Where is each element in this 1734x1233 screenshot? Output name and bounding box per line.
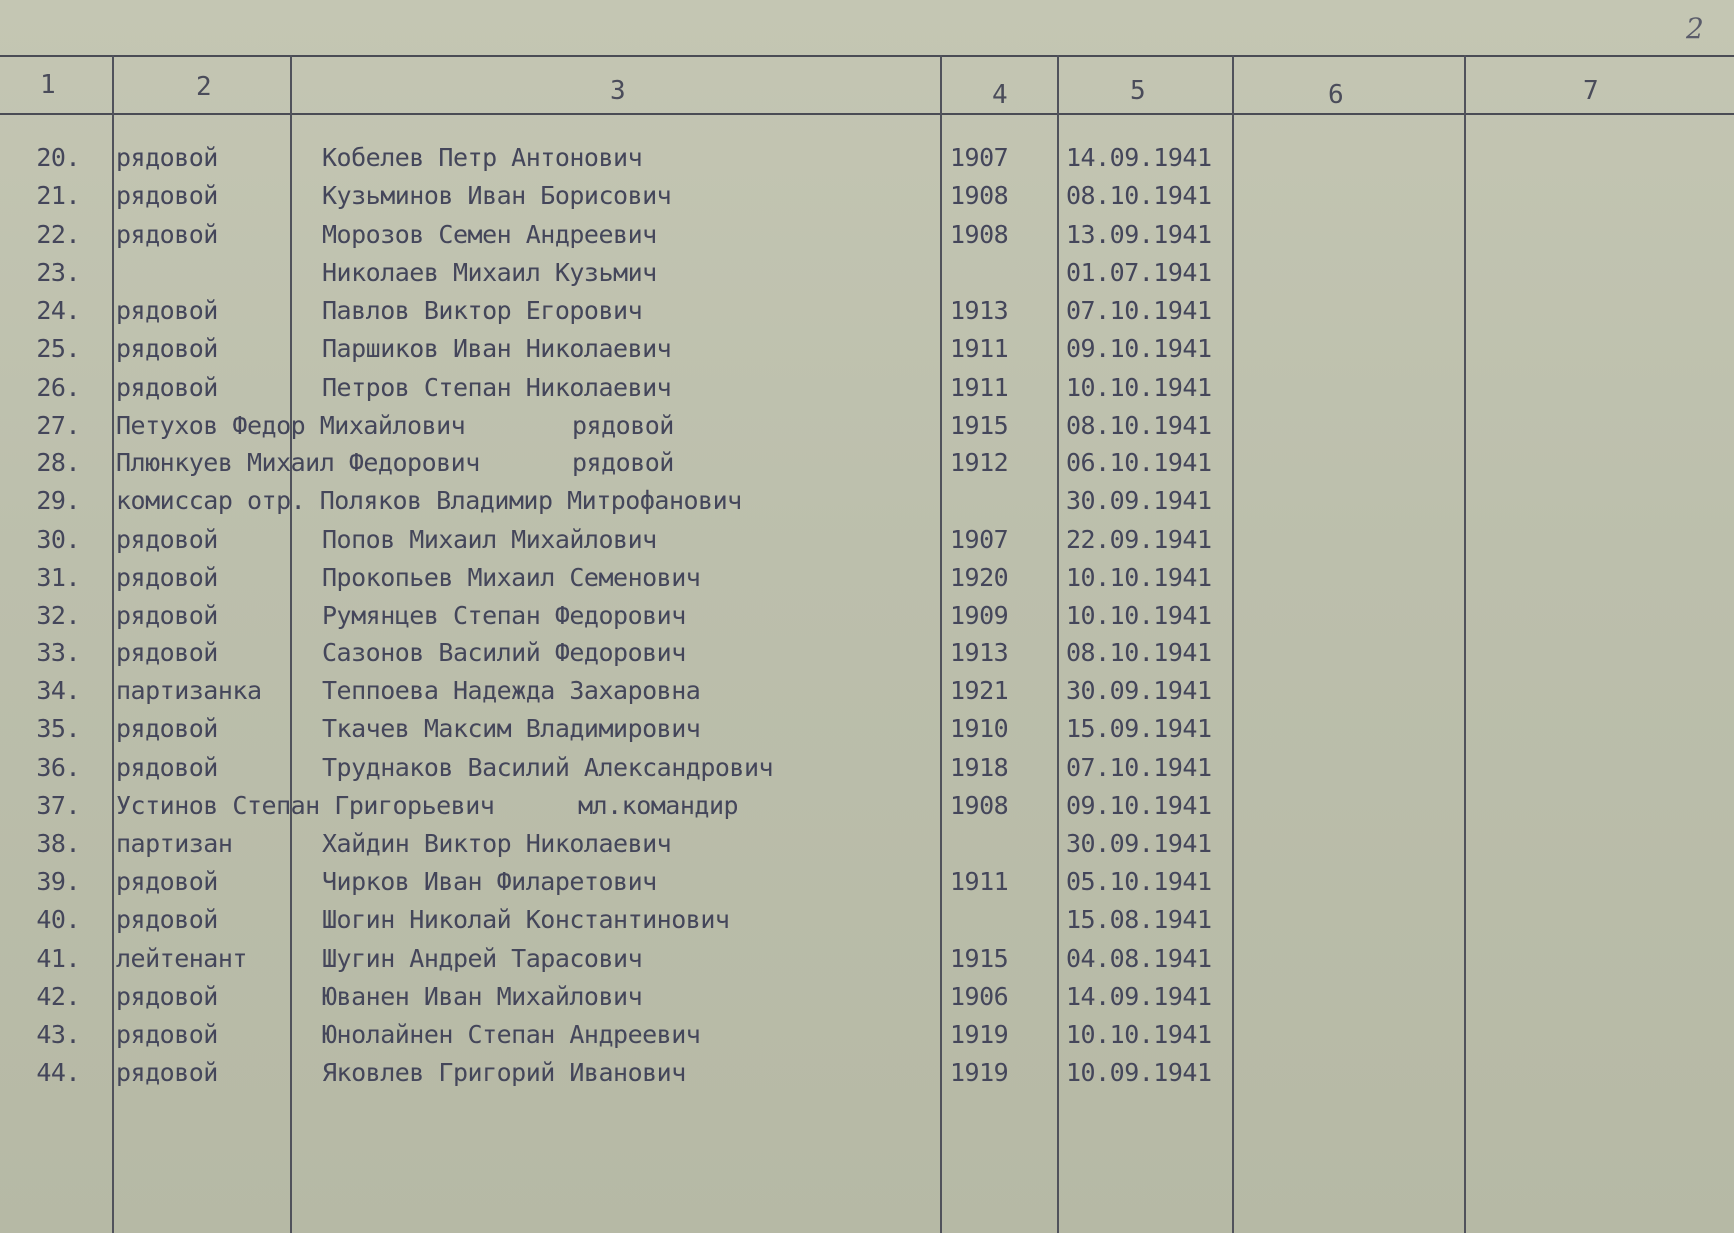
date-cell: 10.10.1941 xyxy=(1066,1020,1212,1049)
name-cell: Павлов Виктор Егорович xyxy=(322,296,643,325)
row-number: 33. xyxy=(36,638,80,667)
year-cell: 1919 xyxy=(950,1058,1009,1087)
date-cell: 14.09.1941 xyxy=(1066,143,1212,172)
rank-cell: рядовой xyxy=(116,638,218,667)
year-cell: 1907 xyxy=(950,143,1009,172)
name-cell: Паршиков Иван Николаевич xyxy=(322,334,672,363)
rank-cell: рядовой xyxy=(116,601,218,630)
date-cell: 30.09.1941 xyxy=(1066,676,1212,705)
row-number: 31. xyxy=(36,563,80,592)
year-cell: 1918 xyxy=(950,753,1009,782)
date-cell: 07.10.1941 xyxy=(1066,296,1212,325)
row-number: 29. xyxy=(36,486,80,515)
row-number: 36. xyxy=(36,753,80,782)
name-cell: Хайдин Виктор Николаевич xyxy=(322,829,672,858)
year-cell: 1907 xyxy=(950,525,1009,554)
rank-cell: рядовой xyxy=(116,143,218,172)
name-cell: Ткачев Максим Владимирович xyxy=(322,714,701,743)
date-cell: 14.09.1941 xyxy=(1066,982,1212,1011)
year-cell: 1908 xyxy=(950,791,1009,820)
year-cell: 1919 xyxy=(950,1020,1009,1049)
column-header-3: 3 xyxy=(610,76,626,106)
row-number: 22. xyxy=(36,220,80,249)
rank-cell: Петухов Федор Михайлович xyxy=(116,411,466,440)
date-cell: 06.10.1941 xyxy=(1066,448,1212,477)
year-cell: 1910 xyxy=(950,714,1009,743)
row-number: 44. xyxy=(36,1058,80,1087)
row-number: 23. xyxy=(36,258,80,287)
date-cell: 09.10.1941 xyxy=(1066,334,1212,363)
row-number: 38. xyxy=(36,829,80,858)
rank-cell: рядовой xyxy=(116,373,218,402)
name-cell: Николаев Михаил Кузьмич xyxy=(322,258,657,287)
rank-cell: комиссар отр. Поляков Владимир Митрофанович xyxy=(116,486,742,515)
rank-cell: рядовой xyxy=(116,1020,218,1049)
row-number: 37. xyxy=(36,791,80,820)
name-cell: Румянцев Степан Федорович xyxy=(322,601,686,630)
row-number: 41. xyxy=(36,944,80,973)
rank-cell: Плюнкуев Михаил Федорович xyxy=(116,448,480,477)
date-cell: 15.08.1941 xyxy=(1066,905,1212,934)
rank-cell: рядовой xyxy=(116,563,218,592)
date-cell: 01.07.1941 xyxy=(1066,258,1212,287)
date-cell: 10.10.1941 xyxy=(1066,563,1212,592)
date-cell: 30.09.1941 xyxy=(1066,829,1212,858)
date-cell: 22.09.1941 xyxy=(1066,525,1212,554)
name-cell: рядовой xyxy=(572,448,674,477)
name-cell: Шугин Андрей Тарасович xyxy=(322,944,643,973)
name-cell: Теппоева Надежда Захаровна xyxy=(322,676,701,705)
row-number: 21. xyxy=(36,181,80,210)
rank-cell: рядовой xyxy=(116,714,218,743)
rank-cell: рядовой xyxy=(116,753,218,782)
name-cell: Кобелев Петр Антонович xyxy=(322,143,643,172)
name-cell: Труднаков Василий Александрович xyxy=(322,753,774,782)
row-number: 32. xyxy=(36,601,80,630)
date-cell: 10.10.1941 xyxy=(1066,373,1212,402)
name-cell: Морозов Семен Андреевич xyxy=(322,220,657,249)
year-cell: 1909 xyxy=(950,601,1009,630)
column-divider-2 xyxy=(290,55,292,1233)
name-cell: Яковлев Григорий Иванович xyxy=(322,1058,686,1087)
column-divider-6 xyxy=(1464,55,1466,1233)
name-cell: Шогин Николай Константинович xyxy=(322,905,730,934)
year-cell: 1906 xyxy=(950,982,1009,1011)
column-divider-5 xyxy=(1232,55,1234,1233)
rank-cell: партизанка xyxy=(116,676,262,705)
row-number: 35. xyxy=(36,714,80,743)
column-header-6: 6 xyxy=(1328,80,1344,110)
year-cell: 1913 xyxy=(950,296,1009,325)
row-number: 25. xyxy=(36,334,80,363)
year-cell: 1908 xyxy=(950,181,1009,210)
rank-cell: рядовой xyxy=(116,181,218,210)
name-cell: Прокопьев Михаил Семенович xyxy=(322,563,701,592)
rank-cell: рядовой xyxy=(116,220,218,249)
rank-cell: рядовой xyxy=(116,1058,218,1087)
name-cell: мл.командир xyxy=(578,791,739,820)
row-number: 27. xyxy=(36,411,80,440)
year-cell: 1911 xyxy=(950,373,1009,402)
column-header-7: 7 xyxy=(1583,76,1599,106)
year-cell: 1915 xyxy=(950,944,1009,973)
date-cell: 30.09.1941 xyxy=(1066,486,1212,515)
date-cell: 08.10.1941 xyxy=(1066,638,1212,667)
column-header-5: 5 xyxy=(1130,76,1146,106)
row-number: 42. xyxy=(36,982,80,1011)
column-divider-4 xyxy=(1057,55,1059,1233)
year-cell: 1920 xyxy=(950,563,1009,592)
date-cell: 04.08.1941 xyxy=(1066,944,1212,973)
column-divider-3 xyxy=(940,55,942,1233)
rank-cell: Устинов Степан Григорьевич xyxy=(116,791,495,820)
row-number: 40. xyxy=(36,905,80,934)
page-number: 2 xyxy=(1686,12,1704,45)
table-top-border xyxy=(0,55,1734,57)
row-number: 20. xyxy=(36,143,80,172)
year-cell: 1921 xyxy=(950,676,1009,705)
date-cell: 08.10.1941 xyxy=(1066,181,1212,210)
row-number: 43. xyxy=(36,1020,80,1049)
year-cell: 1908 xyxy=(950,220,1009,249)
name-cell: Петров Степан Николаевич xyxy=(322,373,672,402)
rank-cell: лейтенант xyxy=(116,944,247,973)
row-number: 30. xyxy=(36,525,80,554)
rank-cell: партизан xyxy=(116,829,233,858)
name-cell: Сазонов Василий Федорович xyxy=(322,638,686,667)
date-cell: 15.09.1941 xyxy=(1066,714,1212,743)
date-cell: 10.10.1941 xyxy=(1066,601,1212,630)
year-cell: 1911 xyxy=(950,867,1009,896)
rank-cell: рядовой xyxy=(116,905,218,934)
year-cell: 1913 xyxy=(950,638,1009,667)
row-number: 28. xyxy=(36,448,80,477)
header-bottom-border xyxy=(0,113,1734,115)
date-cell: 13.09.1941 xyxy=(1066,220,1212,249)
column-header-1: 1 xyxy=(40,70,56,100)
date-cell: 05.10.1941 xyxy=(1066,867,1212,896)
date-cell: 09.10.1941 xyxy=(1066,791,1212,820)
name-cell: Юванен Иван Михайлович xyxy=(322,982,643,1011)
row-number: 24. xyxy=(36,296,80,325)
rank-cell: рядовой xyxy=(116,525,218,554)
year-cell: 1915 xyxy=(950,411,1009,440)
year-cell: 1912 xyxy=(950,448,1009,477)
row-number: 39. xyxy=(36,867,80,896)
row-number: 34. xyxy=(36,676,80,705)
name-cell: Юнолайнен Степан Андреевич xyxy=(322,1020,701,1049)
rank-cell: рядовой xyxy=(116,334,218,363)
name-cell: Чирков Иван Филаретович xyxy=(322,867,657,896)
date-cell: 10.09.1941 xyxy=(1066,1058,1212,1087)
name-cell: рядовой xyxy=(572,411,674,440)
rank-cell: рядовой xyxy=(116,296,218,325)
date-cell: 08.10.1941 xyxy=(1066,411,1212,440)
rank-cell: рядовой xyxy=(116,982,218,1011)
rank-cell: рядовой xyxy=(116,867,218,896)
column-divider-1 xyxy=(112,55,114,1233)
row-number: 26. xyxy=(36,373,80,402)
column-header-4: 4 xyxy=(992,80,1008,110)
name-cell: Кузьминов Иван Борисович xyxy=(322,181,672,210)
name-cell: Попов Михаил Михайлович xyxy=(322,525,657,554)
column-header-2: 2 xyxy=(196,72,212,102)
year-cell: 1911 xyxy=(950,334,1009,363)
date-cell: 07.10.1941 xyxy=(1066,753,1212,782)
